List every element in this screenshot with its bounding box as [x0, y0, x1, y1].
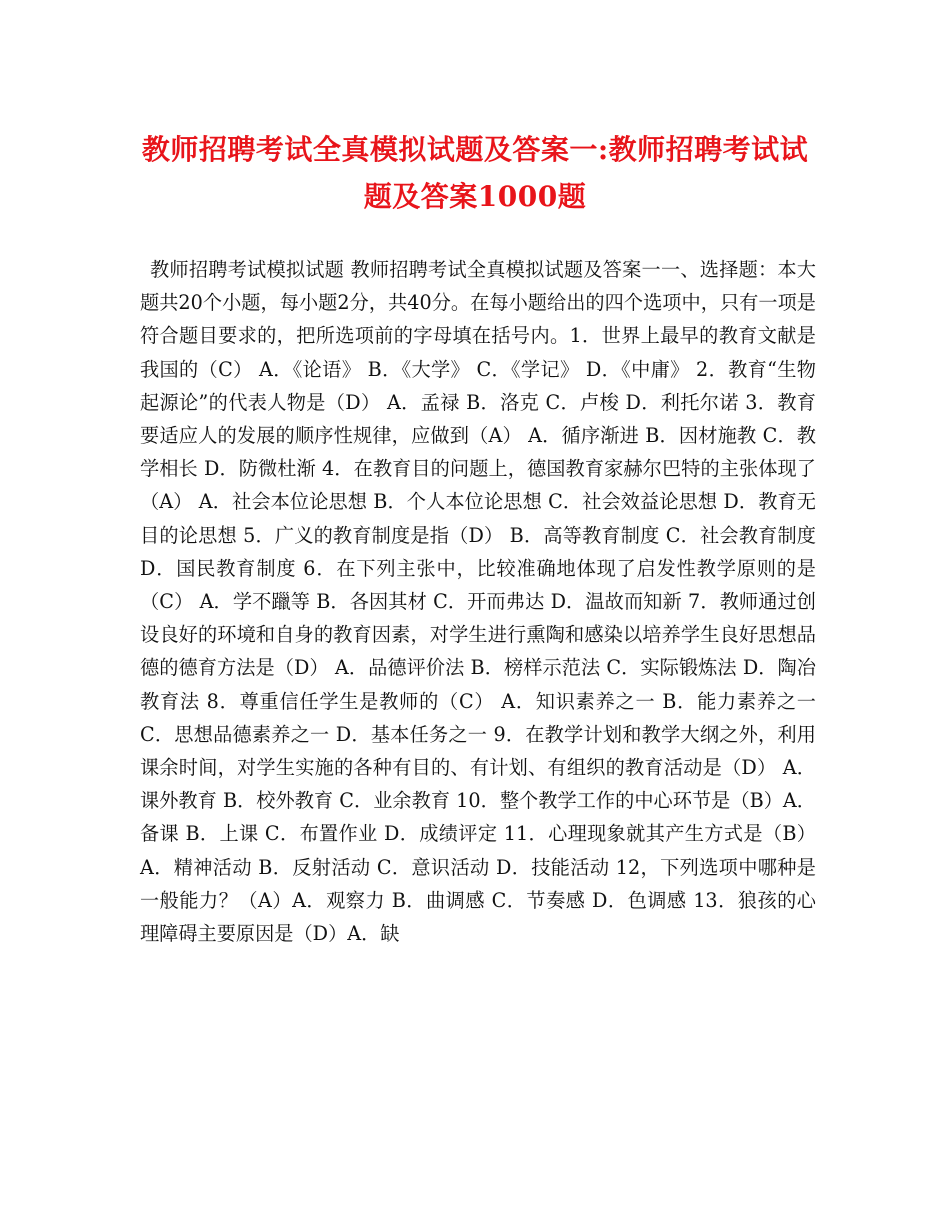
document-body: 教师招聘考试模拟试题 教师招聘考试全真模拟试题及答案一一、选择题：本大题共20个小题，每小题2分，共40分。在每小题给出的四个选项中，只有一项是符合题目要求的，把所选项前的字母填在括号内。1．世界上最早的教育文献是我国的（C） A．《论语》 B．《大学》 C．《学记》 D．《中庸》 2．教育“生物起源论”的代表人物是（D） A．孟禄 B．洛克 C．卢梭 D．利托尔诺 3．教育要适应人的发展的顺序性规律，应做到（A） A．循序渐进 B．因材施教 C．教学相长 D．防微杜渐 4．在教育目的问题上，德国教育家赫尔巴特的主张体现了（A） A．社会本位论思想 B．个人本位论思想 C．社会效益论思想 D．教育无目的论思想 5．广义的教育制度是指（D） B．高等教育制度 C．社会教育制度 D．国民教育制度 6．在下列主张中，比较准确地体现了启发性教学原则的是（C） A．学不躐等 B．各因其材 C．开而弗达 D．温故而知新 7．教师通过创设良好的环境和自身的教育因素，对学生进行熏陶和感染以培养学生良好思想品德的德育方法是（D） A．品德评价法 B．榜样示范法 C．实际锻炼法 D．陶冶教育法 8．尊重信任学生是教师的（C） A．知识素养之一 B．能力素养之一 C．思想品德素养之一 D．基本任务之一 9．在教学计划和教学大纲之外，利用课余时间，对学生实施的各种有目的、有计划、有组织的教育活动是（D） A．课外教育 B．校外教育 C．业余教育 10．整个教学工作的中心环节是（B）A．备课 B．上课 C．布置作业 D．成绩评定 11．心理现象就其产生方式是（B）A．精神活动 B．反射活动 C．意识活动 D．技能活动 12，下列选项中哪种是一般能力？（A）A．观察力 B．曲调感 C．节奏感 D．色调感 13．狼孩的心理障碍主要原因是（D）A．缺 — [140, 258, 816, 946]
document-title: 教师招聘考试全真模拟试题及答案一:教师招聘考试试题及答案1000题 — [141, 133, 809, 213]
